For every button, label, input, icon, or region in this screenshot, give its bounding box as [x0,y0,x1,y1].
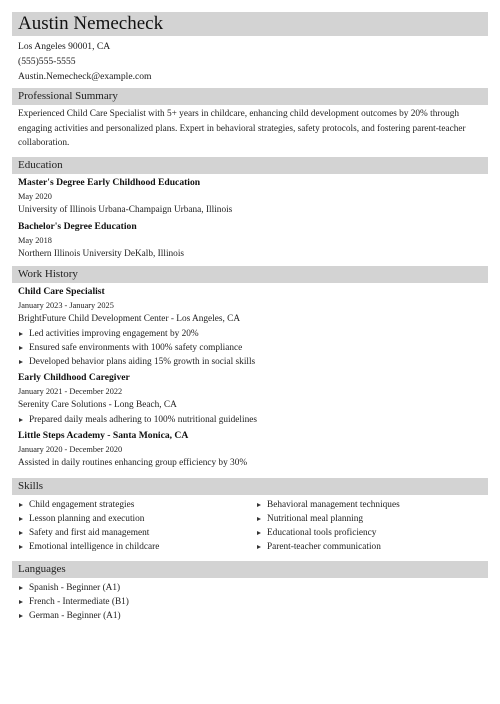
resume-page [12,12,488,623]
job-bullet: Developed behavior plans aiding 15% growth in social skills [18,355,488,369]
language-item: French - Intermediate (B1) [18,595,488,609]
job-dates: January 2020 - December 2020 [18,445,123,454]
contact-email: Austin.Nemecheck@example.com [18,70,152,82]
job-org: Assisted in daily routines enhancing group efficiency by 30% [18,458,248,468]
education-degree: Master's Degree Early Childhood Education [18,177,201,188]
summary-text: Experienced Child Care Specialist with 5+ years in childcare, enhancing child development outcomes by 20% through engaging activities and personalized plans. Expert in behavioral strategies, safety protocols, and fostering parent-teacher collaboration. [18,109,466,148]
job-bullet: Led activities improving engagement by 20% [18,327,488,341]
job-entry [12,285,488,369]
education-entry [12,176,488,218]
education-entry [12,220,488,262]
skill-item: Emotional intelligence in childcare [18,540,250,554]
skill-item: Behavioral management techniques [256,498,488,512]
name-header: Austin Nemecheck [12,12,488,36]
job-org: BrightFuture Child Development Center - Los Angeles, CA [18,314,241,324]
job-bullet: Ensured safe environments with 100% safety compliance [18,341,488,355]
summary-section [12,88,488,150]
summary-heading: Professional Summary [12,88,488,105]
skill-item: Educational tools proficiency [256,526,488,540]
work-heading: Work History [12,266,488,283]
skills-column-right [250,498,488,554]
job-title: Early Childhood Caregiver [18,372,130,383]
skill-item: Safety and first aid management [18,526,250,540]
skill-item: Child engagement strategies [18,498,250,512]
job-title: Child Care Specialist [18,286,105,297]
language-item: Spanish - Beginner (A1) [18,581,488,595]
skill-item: Parent-teacher communication [256,540,488,554]
skills-heading: Skills [12,478,488,495]
job-dates: January 2023 - January 2025 [18,301,114,310]
education-school: Northern Illinois University DeKalb, Illinois [18,249,185,259]
education-heading: Education [12,157,488,174]
education-degree: Bachelor's Degree Education [18,221,137,232]
work-section [12,266,488,471]
job-bullets [12,327,488,369]
education-section [12,157,488,262]
contact-phone: (555)555-5555 [18,55,76,67]
languages-list [12,581,488,623]
skill-item: Nutritional meal planning [256,512,488,526]
language-item: German - Beginner (A1) [18,609,488,623]
contact-block [12,40,488,84]
contact-location: Los Angeles 90001, CA [18,41,111,52]
skills-column-left [12,498,250,554]
job-dates: January 2021 - December 2022 [18,387,123,396]
skills-section [12,478,488,554]
education-date: May 2020 [18,192,52,201]
job-entry [12,371,488,427]
languages-heading: Languages [12,561,488,578]
education-date: May 2018 [18,236,52,245]
job-bullets [12,413,488,427]
languages-section [12,561,488,623]
education-school: University of Illinois Urbana-Champaign Urbana, Illinois [18,205,233,215]
job-org: Serenity Care Solutions - Long Beach, CA [18,400,177,410]
job-bullet: Prepared daily meals adhering to 100% nutritional guidelines [18,413,488,427]
skills-grid [12,498,488,554]
job-entry [12,429,488,471]
skill-item: Lesson planning and execution [18,512,250,526]
job-title: Little Steps Academy - Santa Monica, CA [18,430,189,441]
